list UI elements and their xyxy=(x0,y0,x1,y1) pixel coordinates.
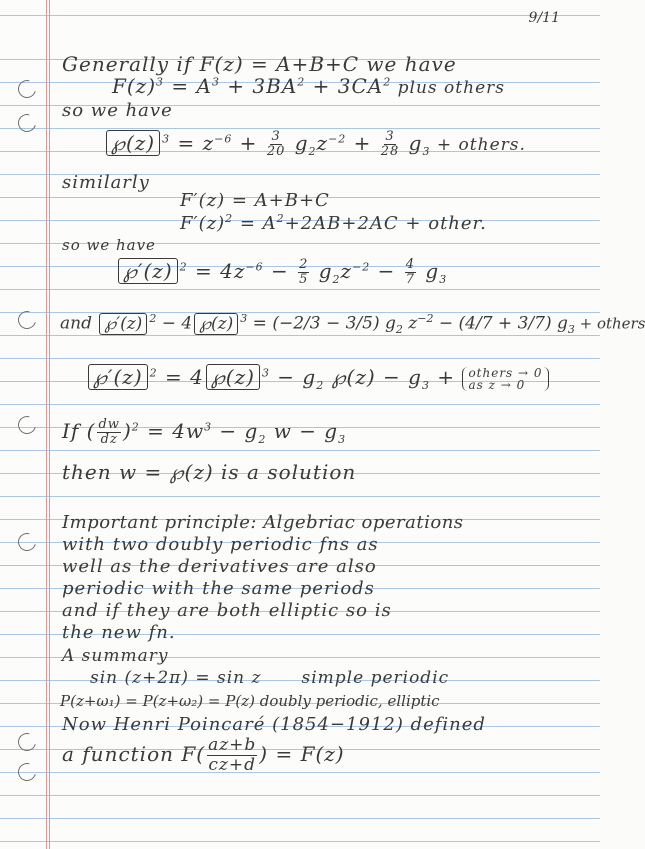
binder-hole-mark xyxy=(15,111,40,136)
text-line: so we have xyxy=(62,100,173,121)
text-line: Important principle: Algebriac operations xyxy=(62,512,464,533)
binder-hole-mark xyxy=(15,530,40,555)
text-line: the new fn. xyxy=(62,622,176,643)
margin-line xyxy=(46,0,47,849)
equation-line: P(z+ω₁) = P(z+ω₂) = P(z) doubly periodic, elliptic xyxy=(60,692,440,710)
binder-hole-mark xyxy=(15,77,40,102)
binder-hole-mark xyxy=(15,760,40,785)
text-line: then w = ℘(z) is a solution xyxy=(62,460,357,484)
page-number: 9/11 xyxy=(528,10,560,26)
equation-line: ℘′(z) $^2$ = 4 ℘(z) $^3 - g_2$ ℘(z) − $g_3$ + others → 0 as z → 0 xyxy=(86,364,549,392)
text-line: and if they are both elliptic so is xyxy=(62,600,392,621)
text-line: similarly xyxy=(62,172,150,193)
binder-hole-mark xyxy=(15,308,40,333)
equation-line: ℘′(z) $^2 = 4z^{-6}$ − $\frac{2}{5}$ $g_2z^{-2}$ − $\frac{4}{7}$ $g_3$ xyxy=(116,258,447,287)
binder-hole-mark xyxy=(15,413,40,438)
equation-line: F′(z) = A+B+C xyxy=(180,190,330,211)
equation-line: a function F( $\frac{az+b}{cz+d}$ ) = F(z) xyxy=(62,735,345,775)
margin-line-inner xyxy=(49,0,50,849)
equation-line: If ( $\frac{dw}{dz}$ )$^2 = 4w^3 - g_2$ $w - g_3$ xyxy=(62,417,347,447)
text-line: periodic with the same periods xyxy=(62,578,375,599)
equation-line: and ℘′(z) $^2$ − 4 ℘(z) $^3$ = (−2/3 − 3/5) $g_2$ $z^{-2} - (4/7 + 3/7) g_3$ + others xyxy=(60,312,645,337)
equation-line: $F'(z)^2 = A^2+2AB+2AC$ + other. xyxy=(180,212,487,234)
text-line: A summary xyxy=(62,646,169,666)
equation-line: $F(z)^3 = A^3 + 3BA^2 + 3CA^2$ plus others xyxy=(112,74,505,98)
text-line: Now Henri Poincaré (1854−1912) defined xyxy=(62,714,486,735)
text-line: with two doubly periodic fns as xyxy=(62,534,379,555)
text-line: so we have xyxy=(62,236,156,254)
equation-line: sin (z+2π) = sin z simple periodic xyxy=(90,668,450,688)
equation-line: ℘(z) $^3 = z^{-6}$ + $\frac{3}{20}$ $g_2z^{-2}$ + $\frac{3}{28}$ $g_3$ + others. xyxy=(104,130,526,159)
text-line: well as the derivatives are also xyxy=(62,556,377,577)
binder-hole-mark xyxy=(15,730,40,755)
text-line: Generally if F(z) = A+B+C we have xyxy=(62,52,457,76)
